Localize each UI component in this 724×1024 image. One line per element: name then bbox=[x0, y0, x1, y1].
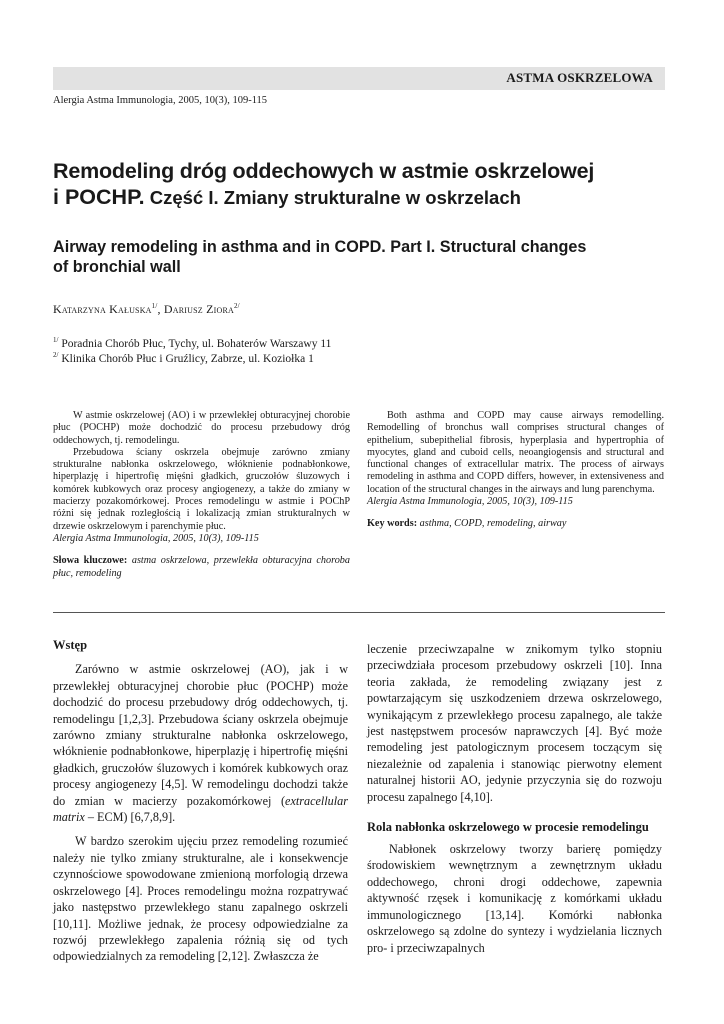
title-polish-line2a: i POCHP. bbox=[53, 185, 145, 209]
section-header-bar bbox=[53, 67, 665, 90]
author-separator: , bbox=[157, 302, 164, 316]
author-2-affil: 2/ bbox=[233, 302, 240, 310]
abstract-pl-keywords bbox=[53, 555, 350, 580]
body-column-right bbox=[367, 641, 662, 956]
keywords-en-text: asthma, COPD, remodeling, airway bbox=[417, 518, 567, 530]
title-polish-line2b: Część I. Zmiany strukturalne w oskrzelach bbox=[144, 187, 521, 208]
affiliation-2-text: Klinika Chorób Płuc i Gruźlicy, Zabrze, ul. Koziołka 1 bbox=[58, 352, 314, 365]
body-right-p1: leczenie przeciwzapalne w znikomym tylko stopniu przeciwdziała procesom przebudowy oskrzeli [10]. Inna teoria zakłada, że remodeling związany jest z powtarzającym się uszkodzeniem drzewa oskrzelowego, wynikającym z przewlekłego procesu zapalnego, ale także jest następstwem procesów naprawczych [4]. Być może remodeling jest patologicznym procesem toczącym się niezależnie od zapalenia i stanowiąc pierwotny element naturalnej historii AO, jedynie przyczynia się do rozwoju procesu zapalnego [4,10]. bbox=[367, 642, 662, 804]
journal-citation: Alergia Astma Immunologia, 2005, 10(3), 109-115 bbox=[53, 95, 268, 106]
abstract-polish bbox=[53, 410, 350, 580]
body-left-p1b: extracellular matrix bbox=[53, 793, 348, 825]
abstract-pl-citation: Alergia Astma Immunologia, 2005, 10(3), 109-115 bbox=[53, 532, 259, 544]
affiliation-1-text: Poradnia Chorób Płuc, Tychy, ul. Bohaterów Warszawy 11 bbox=[58, 337, 332, 350]
body-column-left bbox=[53, 637, 348, 965]
abstract-en-p1: Both asthma and COPD may cause airways remodelling. Remodelling of bronchus wall comprises structural changes of epithelium, subepithelial fibrosis, hyperplasia and hypertrophia of myocytes, gland and cuboid cells, neoangiogensis and structural and functional changes of extracellular matrix. The process of airways remodeling in asthma and COPD differs, however, in extensiveness and location of the structural changes in the airways and lung parenchyma. bbox=[367, 410, 664, 495]
keywords-pl-text: astma oskrzelowa, przewlekła obturacyjna choroba płuc, remodeling bbox=[53, 555, 350, 579]
keywords-en-label: Key words: bbox=[367, 518, 418, 530]
author-1: Katarzyna Kałuska bbox=[53, 302, 152, 316]
author-2: Dariusz Ziora bbox=[163, 302, 234, 316]
affiliation-2 bbox=[53, 348, 453, 367]
keywords-pl-label: Słowa kluczowe: bbox=[53, 555, 128, 567]
body-left-p1c: – ECM) [6,7,8,9]. bbox=[84, 810, 176, 825]
title-polish-line1: Remodeling dróg oddechowych w astmie oskrzelowej bbox=[53, 159, 595, 183]
title-english-line2: of bronchial wall bbox=[53, 258, 181, 276]
body-left-p1a: Zarówno w astmie oskrzelowej (AO), jak i w przewlekłej obturacyjnej chorobie płuc (POCHP) może dochodzić do procesu przebudowy dróg oddechowych, tj. remodelingu [1,2,3]. Przebudowa ściany oskrzela obejmuje zarówno zmiany strukturalne nabłonka oskrzelowego, włóknienie podnabłonkowe, hiperplazję i hipertrofię mięśni gładkich, gruczołów śluzowych i komórek kubkowych oraz procesy angiogenezy [4,5]. W remodelingu dochodzi także do zmian w macierzy pozakomórkowej ( bbox=[53, 662, 348, 808]
abstract-en-citation: Alergia Astma Immunologia, 2005, 10(3), 109-115 bbox=[367, 496, 573, 508]
heading-introduction: Wstęp bbox=[53, 638, 88, 652]
body-right-p2: Nabłonek oskrzelowy tworzy barierę pomiędzy środowiskiem wewnętrznym a zewnętrznym układu oddechowego, chroni drogi oddechowe, zapewnia aktywność rzęsek i komunikację z komórkami układu immunologicznego [13,14]. Komórki nabłonka oskrzelowego są zdolne do syntezy i wydzielania licznych pro- i przeciwzapalnych bbox=[367, 842, 662, 955]
title-english-line1: Airway remodeling in asthma and in COPD. Part I. Structural changes bbox=[53, 238, 587, 256]
abstract-pl-p2: Przebudowa ściany oskrzela obejmuje zarówno zmiany strukturalne nabłonka oskrzelowego, włóknienie podnabłonkowe, hiperplazję i hipertrofię mięśni gładkich, gruczołów śluzowych i komórek kubkowych oraz procesy angiogenezy, a także do zmiany w macierzy pozakomórkowej. Proces remodelingu w astmie i POChP różni się jednak rozległością i lokalizacją zmian strukturalnych w drzewie oskrzelowym i parenchymie płuc. bbox=[53, 446, 350, 532]
section-label: ASTMA OSKRZELOWA bbox=[506, 70, 653, 85]
abstract-en-keywords bbox=[367, 518, 664, 530]
section-divider bbox=[53, 612, 665, 613]
affiliation-2-num: 2/ bbox=[53, 351, 59, 359]
body-left-p2: W bardzo szerokim ujęciu przez remodeling rozumieć należy nie tylko zmiany strukturalne, ale i konsekwencje czynnościowe spowodowane zmienioną morfologią drzewa oskrzelowego [4]. Proces remodelingu można rozpatrywać jako następstwo przewlekłego stanu zapalnego oskrzeli [10,11]. Możliwe jednak, że procesy odpowiedzialne za rozwój przewlekłego zapalenia różnią się od tych odpowiedzialnych za remodeling [2,12]. Zwłaszcza że bbox=[53, 834, 348, 964]
abstract-pl-p1: W astmie oskrzelowej (AO) i w przewlekłej obturacyjnej chorobie płuc (POCHP) może dochodzić do procesu przebudowy dróg oddechowych, tj. remodelingu. bbox=[53, 410, 350, 446]
title-polish bbox=[53, 158, 673, 213]
affiliation-1-num: 1/ bbox=[53, 336, 59, 344]
body-left-p1 bbox=[53, 661, 348, 825]
abstract-english bbox=[367, 410, 664, 531]
author-1-affil: 1/ bbox=[151, 302, 158, 310]
title-english bbox=[53, 237, 673, 277]
heading-epithelium-role: Rola nabłonka oskrzelowego w procesie remodelingu bbox=[367, 820, 649, 835]
authors bbox=[53, 302, 240, 317]
